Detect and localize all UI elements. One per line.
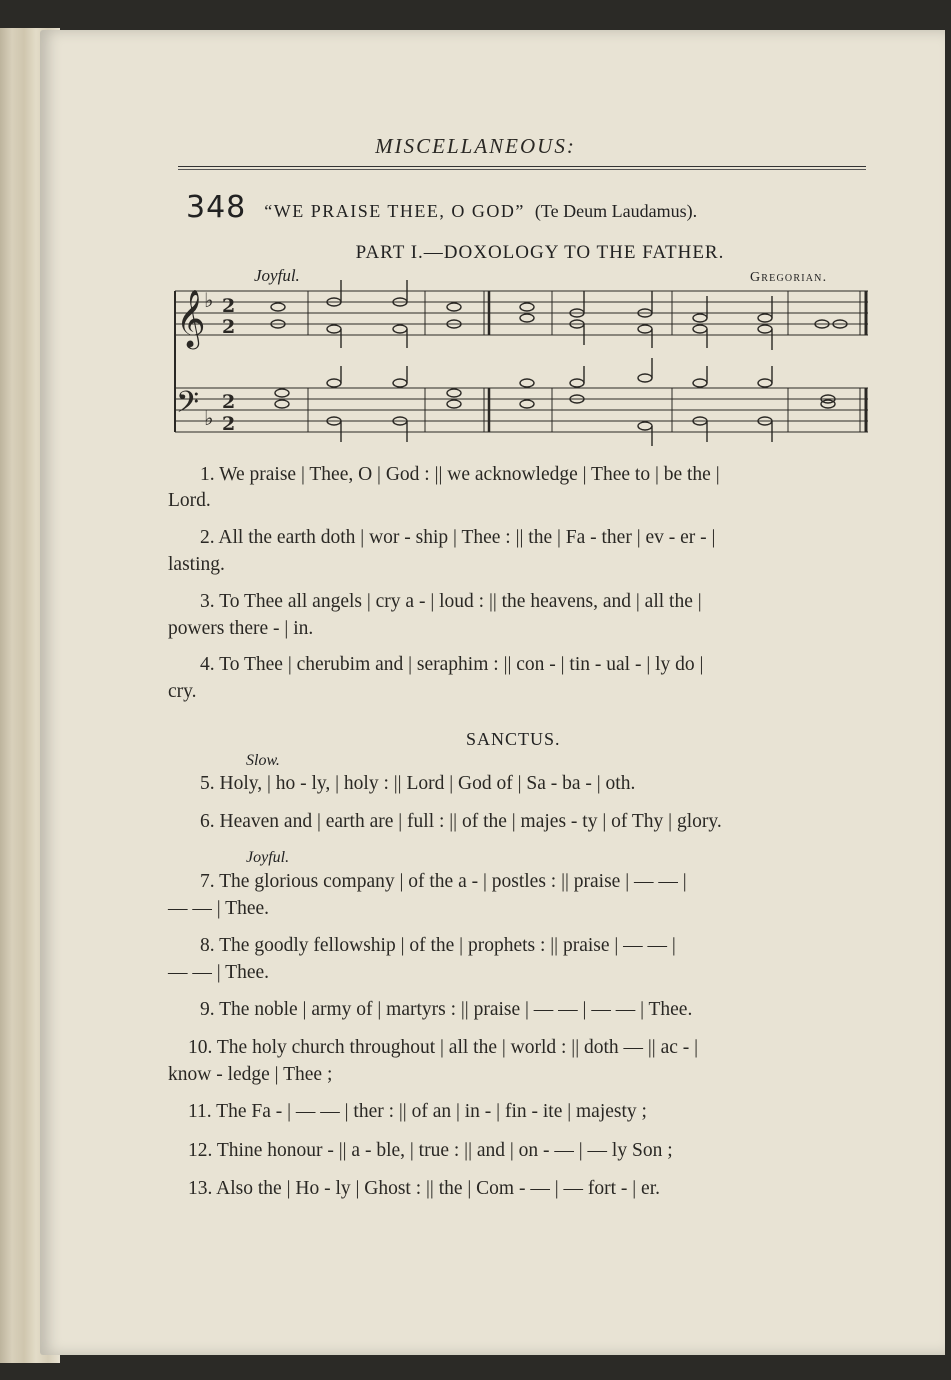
tempo-marking: Joyful. xyxy=(254,266,300,285)
verse-4-line-1: 4. To Thee | cherubim and | seraphim : || con - | tin - ual - | ly do | xyxy=(200,654,704,675)
sanctus-heading: SANCTUS. xyxy=(466,729,561,749)
verse-1-line-1: 1. We praise | Thee, O | God : || we acknowledge | Thee to | be the | xyxy=(200,464,720,485)
verse-2-line-2: lasting. xyxy=(168,554,225,575)
svg-text:2: 2 xyxy=(222,391,236,413)
tempo-joyful: Joyful. xyxy=(246,849,290,866)
svg-text:2: 2 xyxy=(222,295,236,317)
music-score xyxy=(0,0,951,460)
verse-7-line-2: — — | Thee. xyxy=(168,898,270,919)
verse-2-line-1: 2. All the earth doth | wor - ship | Thee : || the | Fa - ther | ev - er - | xyxy=(200,527,716,548)
verse-5: 5. Holy, | ho - ly, | holy : || Lord | God of | Sa - ba - | oth. xyxy=(200,773,636,794)
verse-12: 12. Thine honour - || a - ble, | true : || and | on - — | — ly Son ; xyxy=(188,1140,673,1161)
tempo-slow: Slow. xyxy=(246,752,280,769)
svg-text:𝄞: 𝄞 xyxy=(176,289,206,347)
hymn-subtitle: (Te Deum Laudamus). xyxy=(534,201,698,221)
verse-11: 11. The Fa - | — — | ther : || of an | in - | fin - ite | majesty ; xyxy=(188,1101,647,1122)
verse-4-line-2: cry. xyxy=(168,681,197,702)
verse-8-line-1: 8. The goodly fellowship | of the | prophets : || praise | — — | xyxy=(200,935,676,956)
hymn-title: “WE PRAISE THEE, O GOD” xyxy=(264,201,525,221)
verse-6: 6. Heaven and | earth are | full : || of the | majes - ty | of Thy | glory. xyxy=(200,811,722,832)
svg-text:2: 2 xyxy=(222,316,236,338)
hymn-number: 348 xyxy=(186,190,247,225)
verse-3-line-2: powers there - | in. xyxy=(168,618,314,639)
verse-8-line-2: — — | Thee. xyxy=(168,962,270,983)
verse-9: 9. The noble | army of | martyrs : || praise | — — | — — | Thee. xyxy=(200,999,693,1020)
svg-text:𝄢: 𝄢 xyxy=(176,386,200,427)
verse-1-line-2: Lord. xyxy=(168,490,211,511)
verse-10-line-2: know - ledge | Thee ; xyxy=(168,1064,333,1085)
part-title: PART I.—DOXOLOGY TO THE FATHER. xyxy=(355,242,725,263)
running-head: MISCELLANEOUS: xyxy=(375,134,576,158)
svg-text:2: 2 xyxy=(222,413,236,435)
verse-10-line-1: 10. The holy church throughout | all the | world : || doth — || ac - | xyxy=(188,1037,699,1058)
verse-3-line-1: 3. To Thee all angels | cry a - | loud : || the heavens, and | all the | xyxy=(200,591,702,612)
svg-text:♭: ♭ xyxy=(204,406,214,430)
verse-13: 13. Also the | Ho - ly | Ghost : || the | Com - — | — fort - | er. xyxy=(188,1178,660,1199)
verse-7-line-1: 7. The glorious company | of the a - | postles : || praise | — — | xyxy=(200,871,687,892)
svg-text:♭: ♭ xyxy=(204,288,214,312)
composer-credit: Gregorian. xyxy=(750,270,828,285)
